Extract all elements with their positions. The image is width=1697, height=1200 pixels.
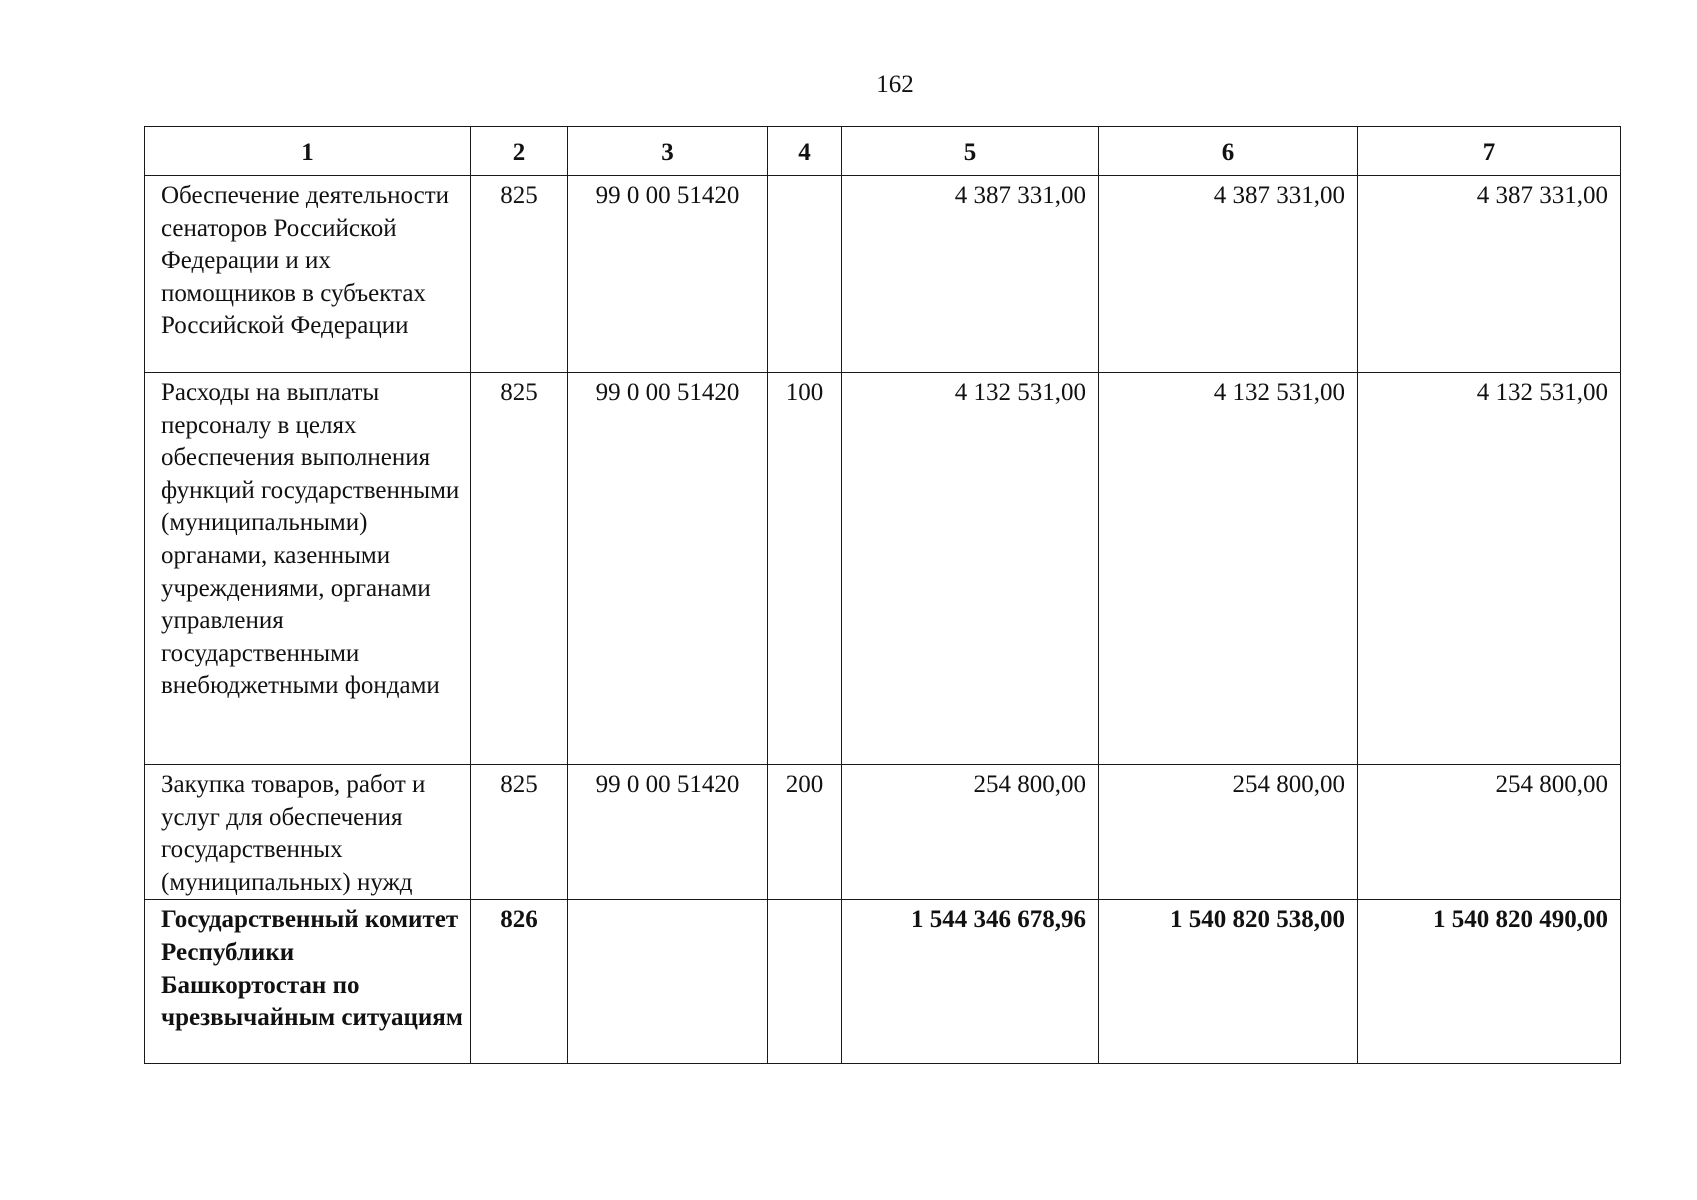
row-target [568,900,768,1064]
row-value-6: 1 540 820 538,00 [1099,900,1358,1064]
table-row [145,176,1621,373]
budget-table [144,126,1621,1064]
row-type: 200 [768,765,842,900]
row-code: 825 [471,765,568,900]
row-value-5: 254 800,00 [842,765,1099,900]
row-value-5: 1 544 346 678,96 [842,900,1099,1064]
row-type [768,176,842,373]
row-name: Обеспечение деятельности сенаторов Российской Федерации и их помощников в субъектах Российской Федерации [145,176,471,373]
column-header-1: 1 [145,127,471,176]
row-target: 99 0 00 51420 [568,373,768,765]
row-value-7: 4 387 331,00 [1358,176,1621,373]
row-value-5: 4 132 531,00 [842,373,1099,765]
row-value-7: 1 540 820 490,00 [1358,900,1621,1064]
column-header-3: 3 [568,127,768,176]
row-code: 825 [471,373,568,765]
row-name: Расходы на выплаты персоналу в целях обеспечения выполнения функций государственными (муниципальными) органами, казенными учреждениями, органами управления государственными внебюджетными фондами [145,373,471,765]
row-code: 826 [471,900,568,1064]
row-value-7: 254 800,00 [1358,765,1621,900]
page-number: 162 [876,71,914,98]
row-name: Государственный комитет Республики Башкортостан по чрезвычайным ситуациям [145,900,471,1064]
row-target: 99 0 00 51420 [568,176,768,373]
table-row [145,373,1621,765]
column-header-7: 7 [1358,127,1621,176]
row-code: 825 [471,176,568,373]
row-name: Закупка товаров, работ и услуг для обеспечения государственных (муниципальных) нужд [145,765,471,900]
column-header-4: 4 [768,127,842,176]
header-row [145,127,1621,176]
row-type [768,900,842,1064]
row-value-7: 4 132 531,00 [1358,373,1621,765]
table-row [145,900,1621,1064]
table-row [145,765,1621,900]
row-type: 100 [768,373,842,765]
row-value-6: 254 800,00 [1099,765,1358,900]
row-target: 99 0 00 51420 [568,765,768,900]
column-header-2: 2 [471,127,568,176]
row-value-6: 4 387 331,00 [1099,176,1358,373]
row-value-5: 4 387 331,00 [842,176,1099,373]
column-header-5: 5 [842,127,1099,176]
row-value-6: 4 132 531,00 [1099,373,1358,765]
column-header-6: 6 [1099,127,1358,176]
